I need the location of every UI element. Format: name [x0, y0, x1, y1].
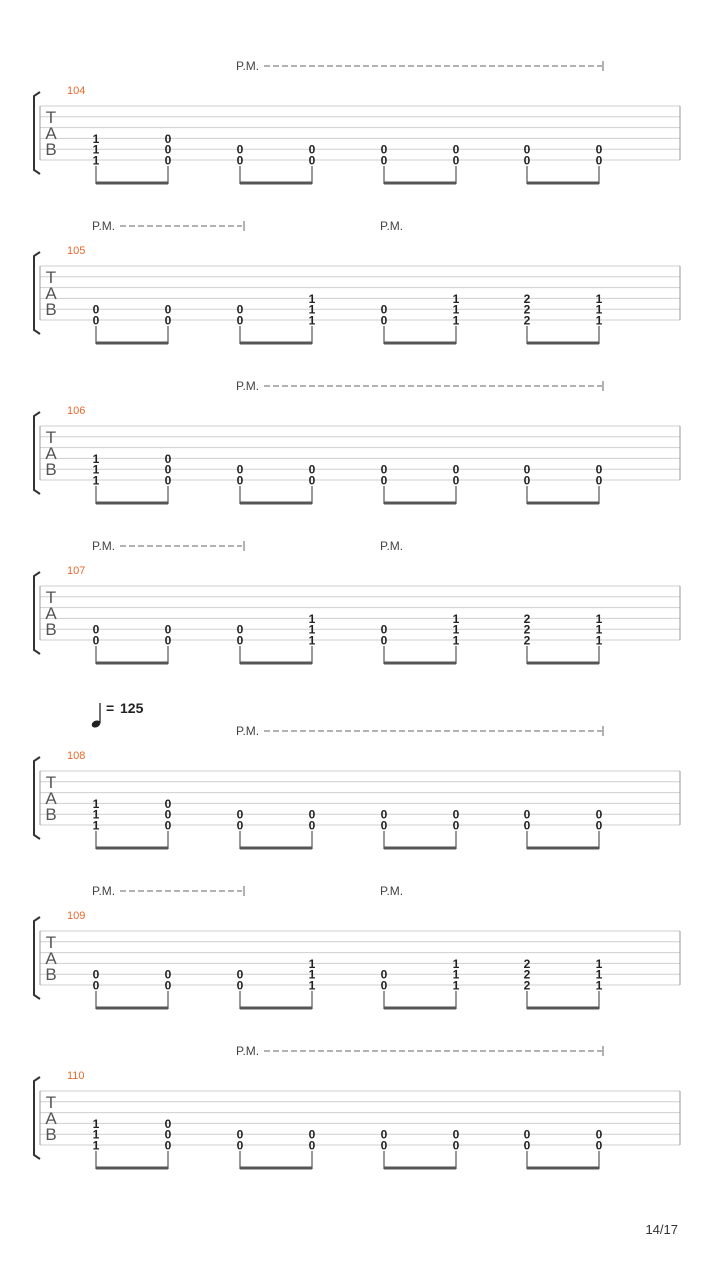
fret-number: 1 [452, 302, 460, 317]
page-number: 14/17 [645, 1222, 678, 1237]
fret-number: 2 [523, 967, 531, 982]
fret-number: 0 [236, 807, 244, 822]
fret-number: 0 [236, 313, 244, 328]
fret-number: 1 [308, 956, 316, 971]
fret-number: 0 [164, 462, 172, 477]
tab-clef-letter: B [45, 965, 57, 984]
tab-clef-letter: T [45, 933, 57, 952]
fret-number: 0 [595, 818, 603, 833]
fret-number: 0 [308, 818, 316, 833]
fret-number: 0 [523, 1138, 531, 1153]
fret-number: 0 [380, 1138, 388, 1153]
tab-clef-letter: T [45, 773, 57, 792]
fret-number: 1 [595, 622, 603, 637]
measure-number: 106 [67, 405, 86, 417]
tab-clef-letter: A [45, 284, 57, 303]
palm-mute-label: P.M. [236, 59, 260, 73]
tab-clef-letter: T [45, 108, 57, 127]
fret-number: 1 [595, 956, 603, 971]
fret-number: 0 [523, 1127, 531, 1142]
palm-mute-label: P.M. [380, 539, 404, 553]
fret-number: 1 [595, 611, 603, 626]
tab-clef-letter: T [45, 428, 57, 447]
fret-number: 1 [92, 1127, 100, 1142]
fret-number: 1 [595, 291, 603, 306]
fret-number: 0 [164, 131, 172, 146]
fret-number: 0 [523, 807, 531, 822]
fret-number: 0 [523, 818, 531, 833]
fret-number: 0 [308, 1127, 316, 1142]
fret-number: 1 [92, 462, 100, 477]
fret-number: 0 [523, 462, 531, 477]
fret-number: 0 [164, 807, 172, 822]
fret-number: 0 [595, 807, 603, 822]
fret-number: 2 [523, 978, 531, 993]
fret-number: 0 [164, 796, 172, 811]
fret-number: 2 [523, 302, 531, 317]
measure-number: 110 [67, 1070, 85, 1082]
tempo-equals: = [106, 700, 115, 716]
fret-number: 1 [92, 473, 100, 488]
fret-number: 0 [164, 818, 172, 833]
fret-number: 0 [452, 473, 460, 488]
fret-number: 0 [236, 462, 244, 477]
fret-number: 1 [452, 978, 460, 993]
fret-number: 0 [380, 302, 388, 317]
fret-number: 0 [236, 142, 244, 157]
fret-number: 1 [92, 131, 100, 146]
tab-clef-letter: A [45, 1109, 57, 1128]
palm-mute-label: P.M. [236, 379, 260, 393]
tempo-value: 125 [120, 700, 144, 716]
fret-number: 0 [523, 153, 531, 168]
fret-number: 0 [380, 978, 388, 993]
fret-number: 0 [308, 142, 316, 157]
fret-number: 0 [164, 1127, 172, 1142]
fret-number: 1 [92, 1138, 100, 1153]
palm-mute-label: P.M. [380, 884, 404, 898]
fret-number: 1 [92, 807, 100, 822]
fret-number: 2 [523, 956, 531, 971]
fret-number: 0 [452, 1127, 460, 1142]
fret-number: 1 [452, 622, 460, 637]
measure-number: 105 [67, 245, 86, 257]
fret-number: 0 [452, 807, 460, 822]
fret-number: 0 [595, 1138, 603, 1153]
fret-number: 1 [452, 633, 460, 648]
measure-number: 109 [67, 910, 86, 922]
fret-number: 0 [236, 818, 244, 833]
fret-number: 0 [380, 1127, 388, 1142]
fret-number: 0 [236, 633, 244, 648]
fret-number: 0 [452, 153, 460, 168]
tab-clef-letter: B [45, 1125, 57, 1144]
fret-number: 0 [92, 313, 100, 328]
fret-number: 1 [92, 1116, 100, 1131]
fret-number: 0 [236, 473, 244, 488]
fret-number: 0 [92, 633, 100, 648]
fret-number: 0 [380, 818, 388, 833]
palm-mute-label: P.M. [236, 1044, 260, 1058]
fret-number: 0 [236, 1127, 244, 1142]
palm-mute-label: P.M. [92, 219, 116, 233]
fret-number: 0 [164, 153, 172, 168]
fret-number: 1 [308, 967, 316, 982]
measure-number: 104 [67, 85, 86, 97]
fret-number: 1 [308, 978, 316, 993]
fret-number: 1 [308, 313, 316, 328]
fret-number: 0 [164, 622, 172, 637]
fret-number: 0 [595, 462, 603, 477]
fret-number: 0 [164, 967, 172, 982]
measure-number: 108 [67, 750, 86, 762]
fret-number: 2 [523, 313, 531, 328]
fret-number: 0 [308, 1138, 316, 1153]
fret-number: 0 [164, 633, 172, 648]
fret-number: 0 [92, 978, 100, 993]
fret-number: 1 [308, 633, 316, 648]
fret-number: 0 [380, 473, 388, 488]
fret-number: 1 [452, 956, 460, 971]
tab-clef-letter: A [45, 604, 57, 623]
fret-number: 0 [92, 967, 100, 982]
tab-clef-letter: T [45, 588, 57, 607]
fret-number: 1 [452, 291, 460, 306]
fret-number: 2 [523, 633, 531, 648]
tab-clef-letter: B [45, 300, 57, 319]
fret-number: 1 [595, 967, 603, 982]
fret-number: 0 [92, 622, 100, 637]
tab-clef-letter: T [45, 268, 57, 287]
tab-clef-letter: T [45, 1093, 57, 1112]
fret-number: 0 [164, 1138, 172, 1153]
fret-number: 0 [236, 978, 244, 993]
palm-mute-label: P.M. [236, 724, 260, 738]
fret-number: 1 [92, 451, 100, 466]
fret-number: 0 [92, 302, 100, 317]
fret-number: 0 [164, 1116, 172, 1131]
fret-number: 1 [92, 142, 100, 157]
fret-number: 0 [595, 153, 603, 168]
fret-number: 0 [380, 153, 388, 168]
fret-number: 1 [595, 313, 603, 328]
tab-clef-letter: B [45, 140, 57, 159]
fret-number: 1 [595, 978, 603, 993]
fret-number: 2 [523, 611, 531, 626]
fret-number: 0 [380, 622, 388, 637]
tab-clef-letter: A [45, 949, 57, 968]
fret-number: 0 [164, 302, 172, 317]
fret-number: 1 [452, 611, 460, 626]
tab-clef-letter: B [45, 805, 57, 824]
fret-number: 0 [236, 622, 244, 637]
fret-number: 0 [380, 807, 388, 822]
fret-number: 0 [308, 153, 316, 168]
fret-number: 2 [523, 291, 531, 306]
fret-number: 0 [164, 451, 172, 466]
fret-number: 0 [595, 1127, 603, 1142]
fret-number: 0 [236, 153, 244, 168]
fret-number: 0 [523, 142, 531, 157]
fret-number: 0 [164, 142, 172, 157]
fret-number: 1 [308, 622, 316, 637]
fret-number: 0 [452, 818, 460, 833]
fret-number: 1 [92, 153, 100, 168]
fret-number: 1 [308, 611, 316, 626]
fret-number: 0 [164, 978, 172, 993]
fret-number: 0 [380, 967, 388, 982]
fret-number: 1 [308, 291, 316, 306]
tab-clef-letter: A [45, 789, 57, 808]
fret-number: 0 [164, 313, 172, 328]
fret-number: 1 [452, 313, 460, 328]
fret-number: 1 [92, 796, 100, 811]
fret-number: 0 [523, 473, 531, 488]
fret-number: 0 [452, 142, 460, 157]
fret-number: 0 [308, 462, 316, 477]
fret-number: 0 [308, 473, 316, 488]
fret-number: 0 [380, 142, 388, 157]
fret-number: 0 [595, 142, 603, 157]
palm-mute-label: P.M. [380, 219, 404, 233]
fret-number: 0 [595, 473, 603, 488]
fret-number: 1 [452, 967, 460, 982]
fret-number: 0 [380, 633, 388, 648]
fret-number: 0 [236, 1138, 244, 1153]
fret-number: 0 [164, 473, 172, 488]
fret-number: 2 [523, 622, 531, 637]
fret-number: 0 [236, 967, 244, 982]
fret-number: 1 [92, 818, 100, 833]
palm-mute-label: P.M. [92, 884, 116, 898]
measure-number: 107 [67, 565, 86, 577]
fret-number: 0 [452, 462, 460, 477]
fret-number: 1 [308, 302, 316, 317]
fret-number: 0 [236, 302, 244, 317]
tab-clef-letter: B [45, 620, 57, 639]
fret-number: 0 [380, 313, 388, 328]
tab-clef-letter: A [45, 124, 57, 143]
fret-number: 1 [595, 302, 603, 317]
tab-clef-letter: A [45, 444, 57, 463]
fret-number: 0 [380, 462, 388, 477]
tab-clef-letter: B [45, 460, 57, 479]
fret-number: 0 [308, 807, 316, 822]
fret-number: 0 [452, 1138, 460, 1153]
fret-number: 1 [595, 633, 603, 648]
palm-mute-label: P.M. [92, 539, 116, 553]
